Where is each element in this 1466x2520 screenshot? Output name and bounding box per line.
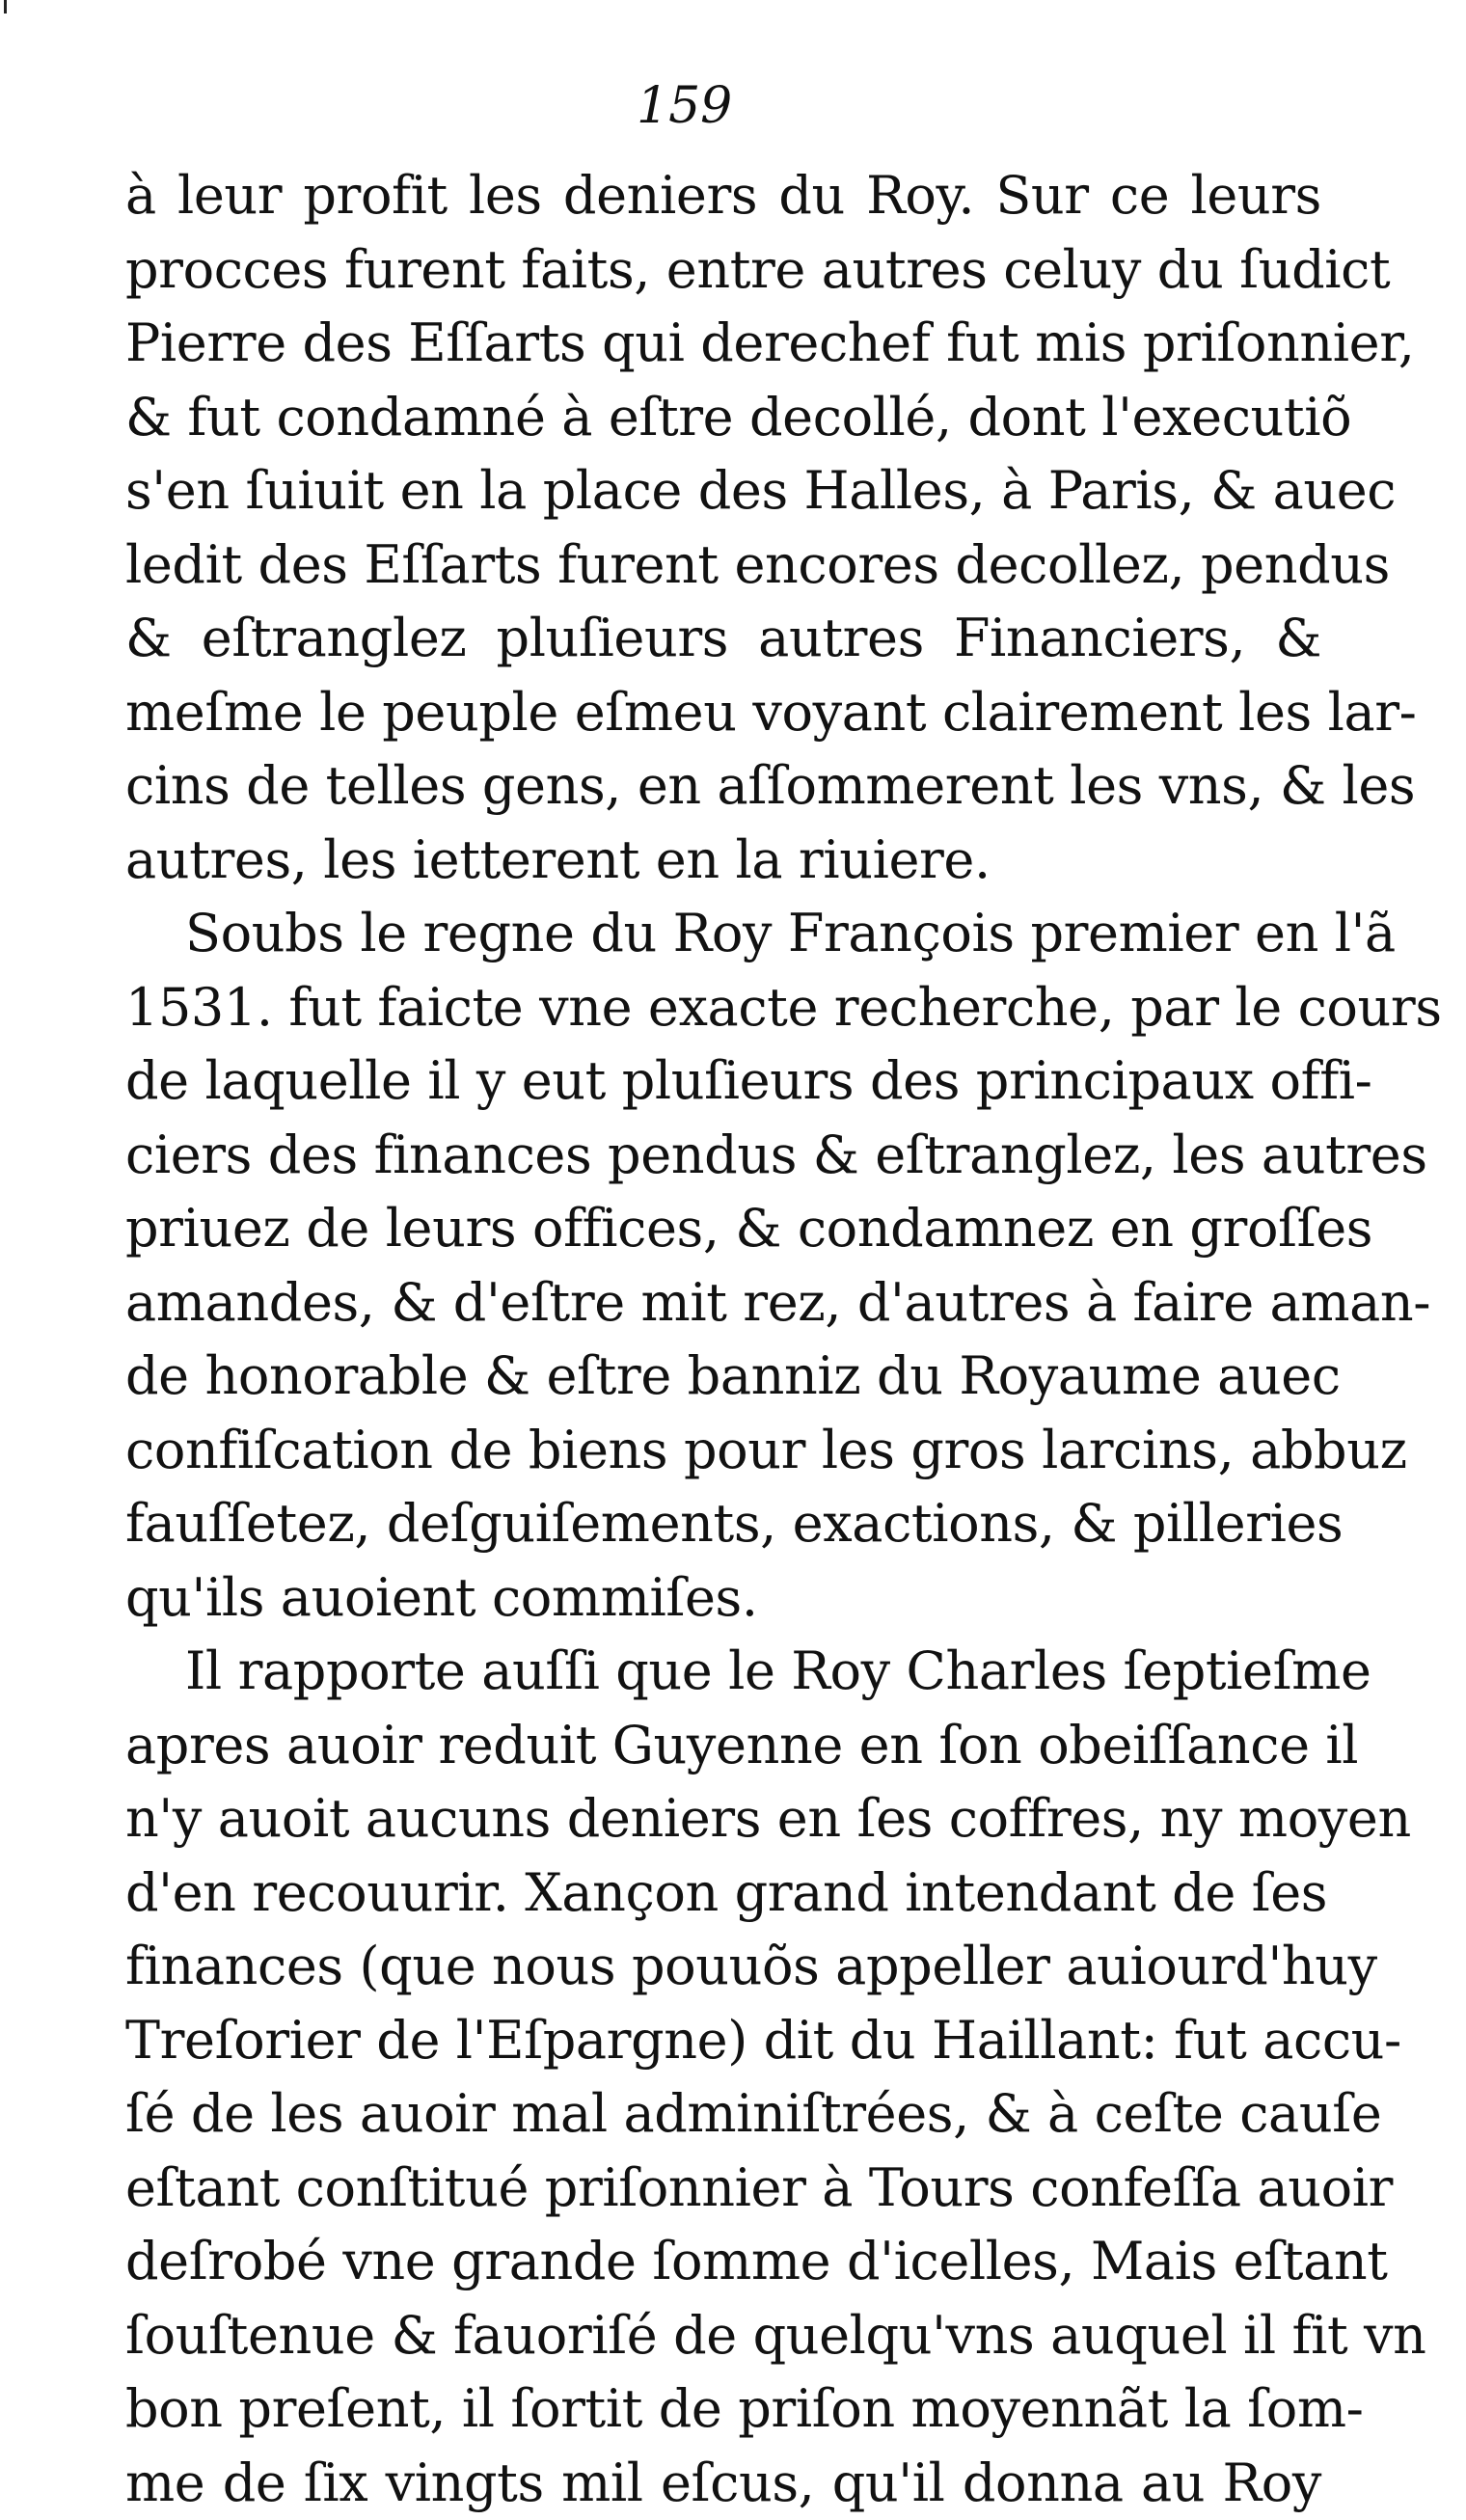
text-line: s'en ſuiuit en la place des Halles, à Paris, & auec: [125, 454, 1321, 528]
text-line: me de ſix vingts mil eſcus, qu'il donna au Roy: [125, 2447, 1321, 2520]
text-line: bon preſent, il ſortit de priſon moyennãt la ſom-: [125, 2372, 1321, 2447]
text-line: Treſorier de l'Eſpargne) dit du Haillant: fut accu-: [125, 2004, 1321, 2078]
paragraph-start-line: Soubs le regne du Roy François premier en l'ã: [125, 897, 1321, 971]
text-line: cins de telles gens, en aſſommerent les vns, & les: [125, 749, 1321, 824]
text-line: à leur profit les deniers du Roy. Sur ce leurs: [125, 159, 1321, 233]
text-line: de honorable & eſtre banniz du Royaume auec: [125, 1340, 1321, 1414]
text-line: amandes, & d'eſtre mit rez, d'autres à faire aman-: [125, 1266, 1321, 1341]
paragraph-start-line: Il rapporte auſſi que le Roy Charles ſeptieſme: [125, 1635, 1321, 1709]
text-line: procces furent faits, entre autres celuy du ſudict: [125, 233, 1321, 308]
text-line: 1531. fut faicte vne exacte recherche, par le cours: [125, 971, 1321, 1045]
text-line: & eſtranglez pluſieurs autres Financiers, &: [125, 602, 1321, 676]
scan-corner-mark: [4, 0, 7, 14]
text-line: eſtant conſtitué priſonnier à Tours confeſſa auoir: [125, 2152, 1321, 2226]
text-line: n'y auoit aucuns deniers en ſes coffres, ny moyen: [125, 1782, 1321, 1856]
text-line: ledit des Eſſarts furent encores decollez, pendus: [125, 528, 1321, 603]
text-line: priuez de leurs offices, & condamnez en groſſes: [125, 1192, 1321, 1266]
text-line: finances (que nous pouuõs appeller auiourd'huy: [125, 1930, 1321, 2004]
text-line: confiſcation de biens pour les gros larcins, abbuz: [125, 1414, 1321, 1488]
body-text: [125, 159, 1321, 2520]
text-line: d'en recouurir. Xançon grand intendant de ſes: [125, 1856, 1321, 1931]
text-line: de laquelle il y eut pluſieurs des principaux offi-: [125, 1044, 1321, 1119]
text-line: autres, les ietterent en la riuiere.: [125, 824, 1321, 898]
page-number: 159: [637, 77, 714, 135]
text-line: ſouſtenue & fauoriſé de quelqu'vns auquel il fit vn: [125, 2299, 1321, 2373]
text-line: Pierre des Eſſarts qui derechef fut mis priſonnier,: [125, 307, 1321, 381]
text-line: & fut condamné à eſtre decollé, dont l'executiõ: [125, 381, 1321, 455]
text-line: meſme le peuple eſmeu voyant clairement les lar-: [125, 676, 1321, 750]
text-line: ſé de les auoir mal adminiſtrées, & à ceſte cauſe: [125, 2077, 1321, 2152]
text-line: qu'ils auoient commiſes.: [125, 1561, 1321, 1636]
text-line: ciers des finances pendus & eſtranglez, les autres: [125, 1119, 1321, 1193]
text-line: deſrobé vne grande ſomme d'icelles, Mais eſtant: [125, 2225, 1321, 2299]
text-line: fauſſetez, deſguiſements, exactions, & pilleries: [125, 1487, 1321, 1561]
text-line: apres auoir reduit Guyenne en ſon obeiſſance il: [125, 1709, 1321, 1783]
